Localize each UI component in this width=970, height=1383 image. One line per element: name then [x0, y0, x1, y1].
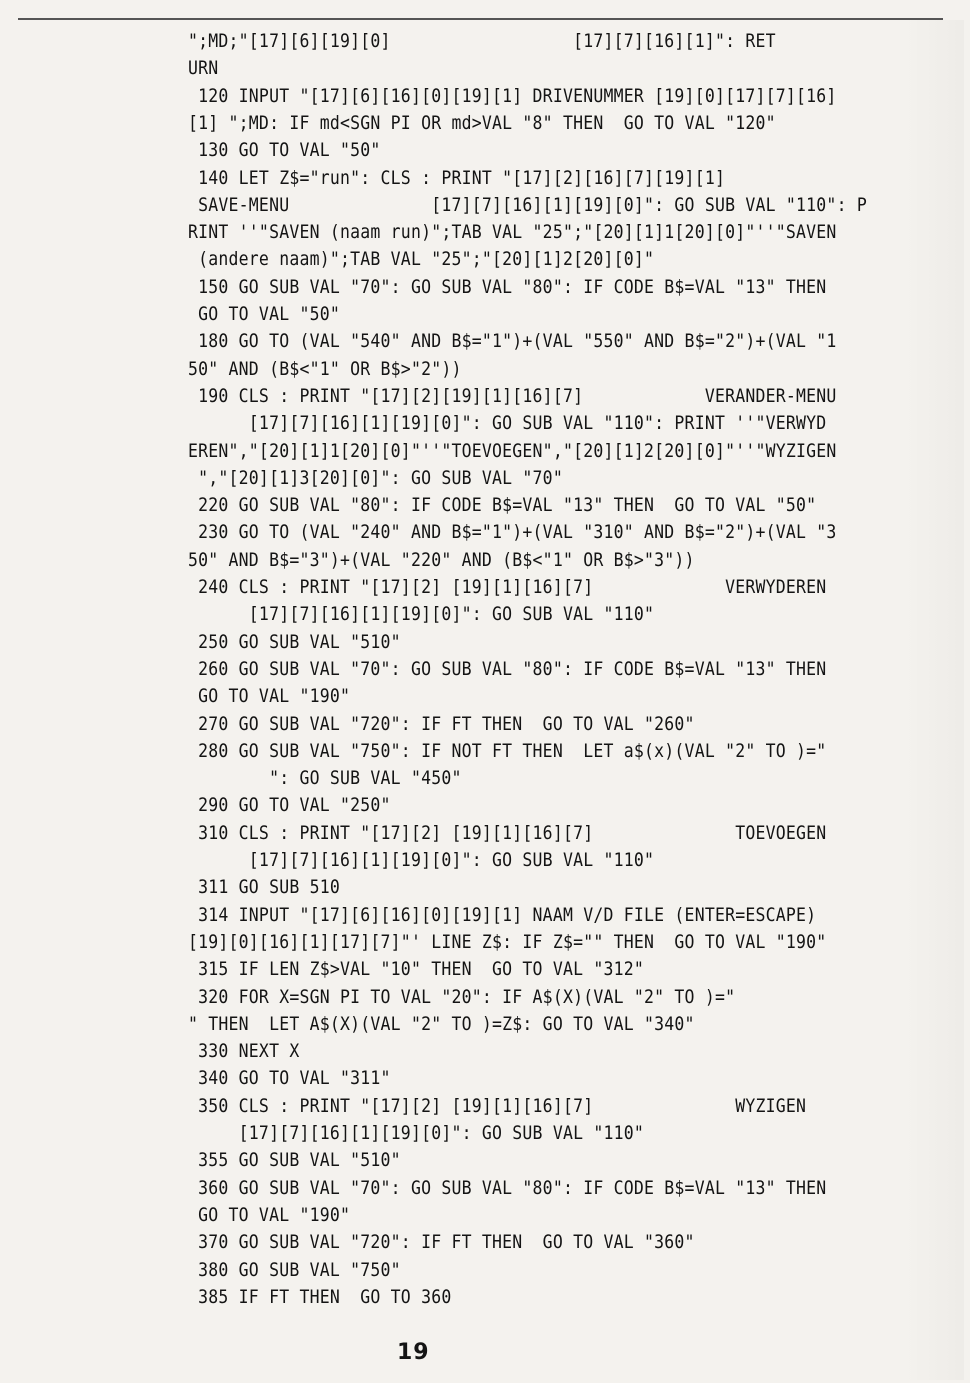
code-line: 260 GO SUB VAL "70": GO SUB VAL "80": IF CODE B$=VAL "13" THEN [188, 657, 827, 680]
code-line: ","[20][1]3[20][0]": GO SUB VAL "70" [188, 466, 563, 489]
code-line: GO TO VAL "50" [188, 303, 341, 325]
code-line: RINT ''"SAVEN (naam run)";TAB VAL "25";"[20][1]1[20][0]"''"SAVEN [188, 221, 837, 243]
code-line: 230 GO TO (VAL "240" AND B$="1")+(VAL "310" AND B$="2")+(VAL "3 [188, 521, 837, 543]
scan-shadow [904, 20, 964, 1380]
code-line: [17][7][16][1][19][0]": GO SUB VAL "110": PRINT ''"VERWYD [188, 412, 827, 434]
code-line: 315 IF LEN Z$>VAL "10" THEN GO TO VAL "312" [188, 958, 645, 980]
code-line: 270 GO SUB VAL "720": IF FT THEN GO TO VAL "260" [188, 712, 695, 734]
top-rule [18, 18, 943, 20]
code-line: 350 CLS : PRINT "[17][2] [19][1][16][7] WYZIGEN [188, 1094, 807, 1116]
code-line: (andere naam)";TAB VAL "25";"[20][1]2[20][0]" [188, 248, 655, 270]
code-line: 355 GO SUB VAL "510" [188, 1149, 401, 1171]
code-line: EREN","[20][1]1[20][0]"''"TOEVOEGEN","[20][1]2[20][0]"''"WYZIGEN [188, 439, 837, 461]
code-line: 314 INPUT "[17][6][16][0][19][1] NAAM V/D FILE (ENTER=ESCAPE) [188, 903, 817, 925]
code-line: 320 FOR X=SGN PI TO VAL "20": IF A$(X)(VAL "2" TO )=" [188, 985, 736, 1007]
code-line: 180 GO TO (VAL "540" AND B$="1")+(VAL "550" AND B$="2")+(VAL "1 [188, 330, 837, 352]
code-line: [17][7][16][1][19][0]": GO SUB VAL "110" [188, 603, 655, 625]
code-line: 150 GO SUB VAL "70": GO SUB VAL "80": IF CODE B$=VAL "13" THEN [188, 275, 827, 297]
code-line: 340 GO TO VAL "311" [188, 1067, 391, 1089]
code-line: 360 GO SUB VAL "70": GO SUB VAL "80": IF CODE B$=VAL "13" THEN [188, 1176, 827, 1198]
code-line: 220 GO SUB VAL "80": IF CODE B$=VAL "13" THEN GO TO VAL "50" [188, 494, 817, 516]
code-line: 380 GO SUB VAL "750" [188, 1258, 401, 1280]
code-line: [19][0][16][1][17][7]"' LINE Z$: IF Z$="" THEN GO TO VAL "190" [188, 930, 827, 953]
code-line: 120 INPUT "[17][6][16][0][19][1] DRIVENUMMER [19][0][17][7][16] [188, 84, 837, 106]
code-line: 280 GO SUB VAL "750": IF NOT FT THEN LET a$(x)(VAL "2" TO )=" [188, 739, 827, 762]
code-line: GO TO VAL "190" [188, 685, 351, 707]
code-line: [17][7][16][1][19][0]": GO SUB VAL "110" [188, 1122, 645, 1144]
code-line: 290 GO TO VAL "250" [188, 794, 391, 816]
page-number: 19 [397, 1340, 430, 1365]
code-line: [1] ";MD: IF md<SGN PI OR md>VAL "8" THEN GO TO VAL "120" [188, 111, 776, 134]
code-line: 140 LET Z$="run": CLS : PRINT "[17][2][16][7][19][1] [188, 166, 726, 188]
code-line: 190 CLS : PRINT "[17][2][19][1][16][7] VERANDER-MENU [188, 384, 837, 407]
code-line: 50" AND (B$<"1" OR B$>"2")) [188, 357, 462, 379]
code-line: ": GO SUB VAL "450" [188, 767, 462, 789]
code-line: 240 CLS : PRINT "[17][2] [19][1][16][7] VERWYDEREN [188, 576, 827, 598]
code-line: ";MD;"[17][6][19][0] [17][7][16][1]": RET [188, 30, 776, 52]
code-line: URN [188, 57, 219, 79]
code-line: 310 CLS : PRINT "[17][2] [19][1][16][7] TOEVOEGEN [188, 821, 827, 843]
code-line: 370 GO SUB VAL "720": IF FT THEN GO TO VAL "360" [188, 1231, 695, 1253]
code-line: 130 GO TO VAL "50" [188, 139, 381, 161]
code-line: GO TO VAL "190" [188, 1203, 351, 1226]
code-line: 385 IF FT THEN GO TO 360 [188, 1285, 452, 1308]
code-line: 330 NEXT X [188, 1040, 300, 1062]
code-line: 50" AND B$="3")+(VAL "220" AND (B$<"1" OR B$>"3")) [188, 548, 695, 570]
code-line: 311 GO SUB 510 [188, 876, 341, 898]
code-line: 250 GO SUB VAL "510" [188, 630, 401, 652]
code-line: " THEN LET A$(X)(VAL "2" TO )=Z$: GO TO VAL "340" [188, 1012, 695, 1035]
code-line: SAVE-MENU [17][7][16][1][19][0]": GO SUB VAL "110": P [188, 193, 867, 216]
code-line: [17][7][16][1][19][0]": GO SUB VAL "110" [188, 849, 655, 871]
